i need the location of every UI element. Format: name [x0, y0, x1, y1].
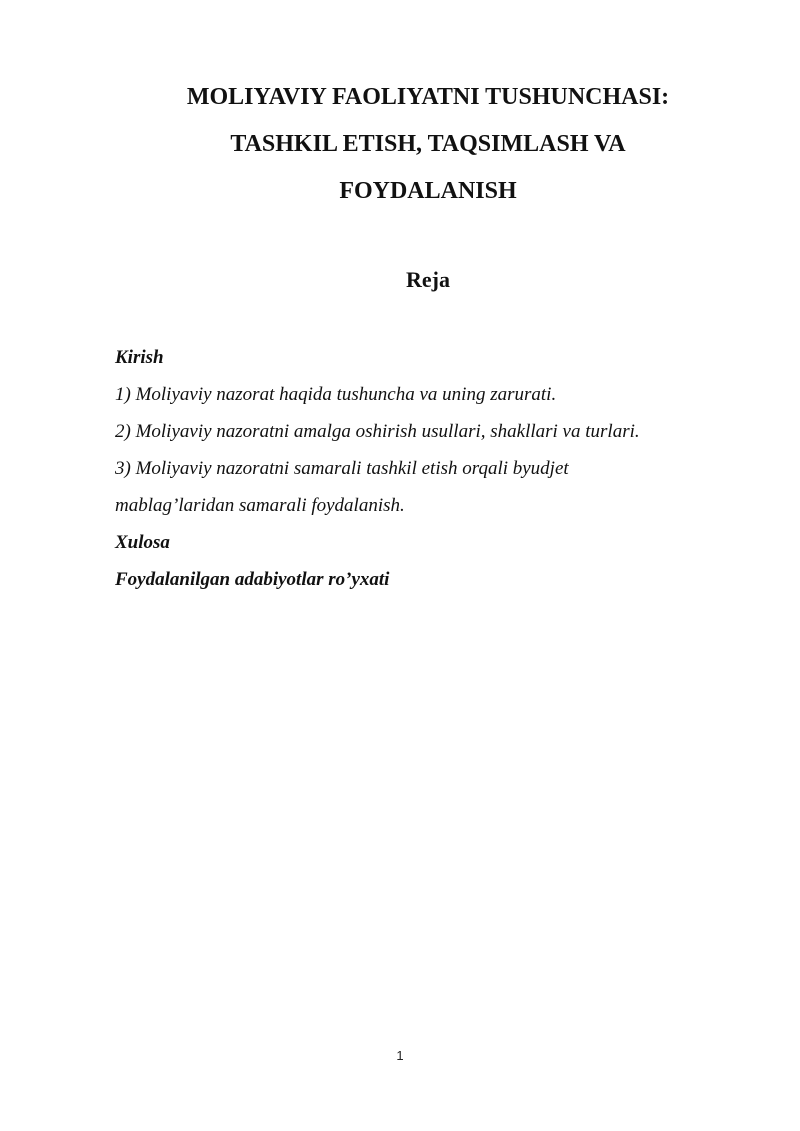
plan-list	[115, 339, 715, 598]
document-title	[115, 74, 741, 215]
plan-item-2: 2) Moliyaviy nazoratni amalga oshirish usullari, shakllari va turlari.	[115, 421, 640, 442]
plan-item-1: 1) Moliyaviy nazorat haqida tushuncha va uning zarurati.	[115, 384, 557, 405]
plan-item-3-continued: mablag’laridan samarali foydalanish.	[115, 495, 405, 516]
plan-item-conclusion: Xulosa	[115, 532, 170, 553]
page-number: 1	[396, 1048, 404, 1063]
title-line-1: MOLIYAVIY FAOLIYATNI TUSHUNCHASI:	[186, 84, 670, 110]
plan-heading: Reja	[406, 267, 450, 292]
title-line-2: TASHKIL ETISH, TAQSIMLASH VA	[230, 131, 626, 157]
plan-item-3: 3) Moliyaviy nazoratni samarali tashkil etish orqali byudjet	[115, 458, 569, 479]
plan-item-references: Foydalanilgan adabiyotlar ro’yxati	[115, 569, 390, 590]
title-line-3: FOYDALANISH	[339, 178, 517, 204]
plan-item-introduction: Kirish	[115, 347, 164, 368]
